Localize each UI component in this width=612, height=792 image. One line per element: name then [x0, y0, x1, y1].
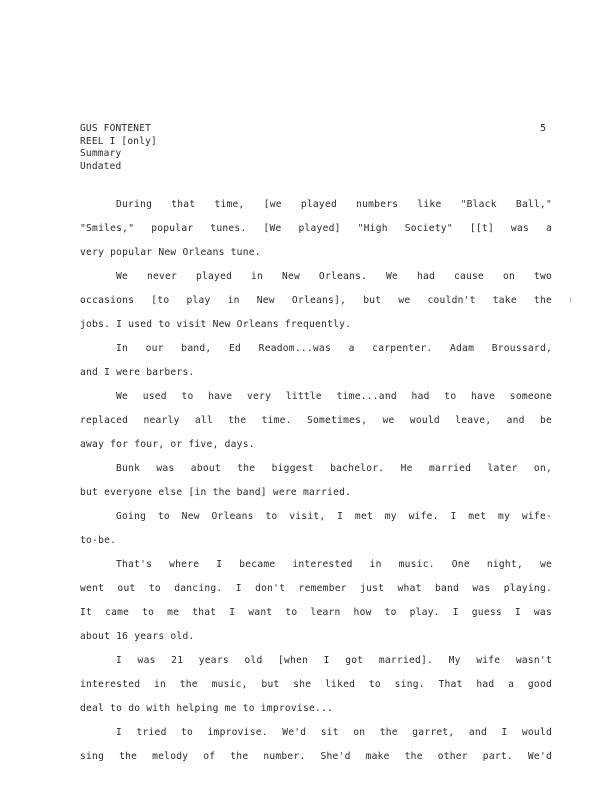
text-line: We used to have very little time...and had to have someone	[116, 391, 552, 402]
text-line: went out to dancing. I don't remember just what band was playing.	[80, 583, 552, 594]
header-summary: Summary	[80, 148, 122, 159]
text-line: interested in the music, but she liked to sing. That had a good	[80, 679, 552, 690]
text-line: but everyone else [in the band] were married.	[80, 487, 352, 498]
text-line: During that time, [we played numbers like "Black Ball,"	[116, 199, 552, 210]
text-line: I tried to improvise. We'd sit on the garret, and I would	[116, 727, 552, 738]
text-line: We never played in New Orleans. We had cause on two	[116, 271, 552, 282]
text-line: deal to do with helping me to improvise...	[80, 703, 334, 714]
header-reel: REEL I [only]	[80, 135, 157, 147]
text-line: That's where I became interested in music. One night, we	[116, 559, 552, 570]
text-line: sing the melody of the number. She'd make the other part. We'd	[80, 751, 552, 762]
text-line: away for four, or five, days.	[80, 439, 255, 450]
text-line: It came to me that I want to learn how to play. I guess I was	[80, 607, 552, 618]
text-line: occasions [to play in New Orleans], but we couldn't take the	[80, 295, 552, 306]
body-text	[80, 193, 552, 769]
text-line: Going to New Orleans to visit, I met my wife. I met my wife-	[116, 511, 552, 522]
text-line: Bunk was about the biggest bachelor. He married later on,	[116, 463, 552, 474]
header-date: Undated	[80, 160, 122, 172]
text-line: replaced nearly all the time. Sometimes, we would leave, and be	[80, 415, 552, 426]
scan-speck	[570, 297, 571, 303]
header-name: GUS FONTENET	[80, 123, 152, 134]
text-line: to-be.	[80, 535, 117, 546]
text-line: about 16 years old.	[80, 631, 195, 642]
text-line: jobs. I used to visit New Orleans frequently.	[80, 319, 352, 330]
text-line: "Smiles," popular tunes. [We played] "High Society" [[t] was a	[80, 223, 552, 234]
text-line: very popular New Orleans tune.	[80, 247, 261, 258]
text-line: I was 21 years old [when I got married]. My wife wasn't	[116, 655, 552, 666]
text-line: and I were barbers.	[80, 367, 195, 378]
document-header	[80, 123, 157, 173]
text-line: In our band, Ed Readom...was a carpenter. Adam Broussard,	[116, 343, 552, 354]
page-number: 5	[540, 123, 547, 134]
